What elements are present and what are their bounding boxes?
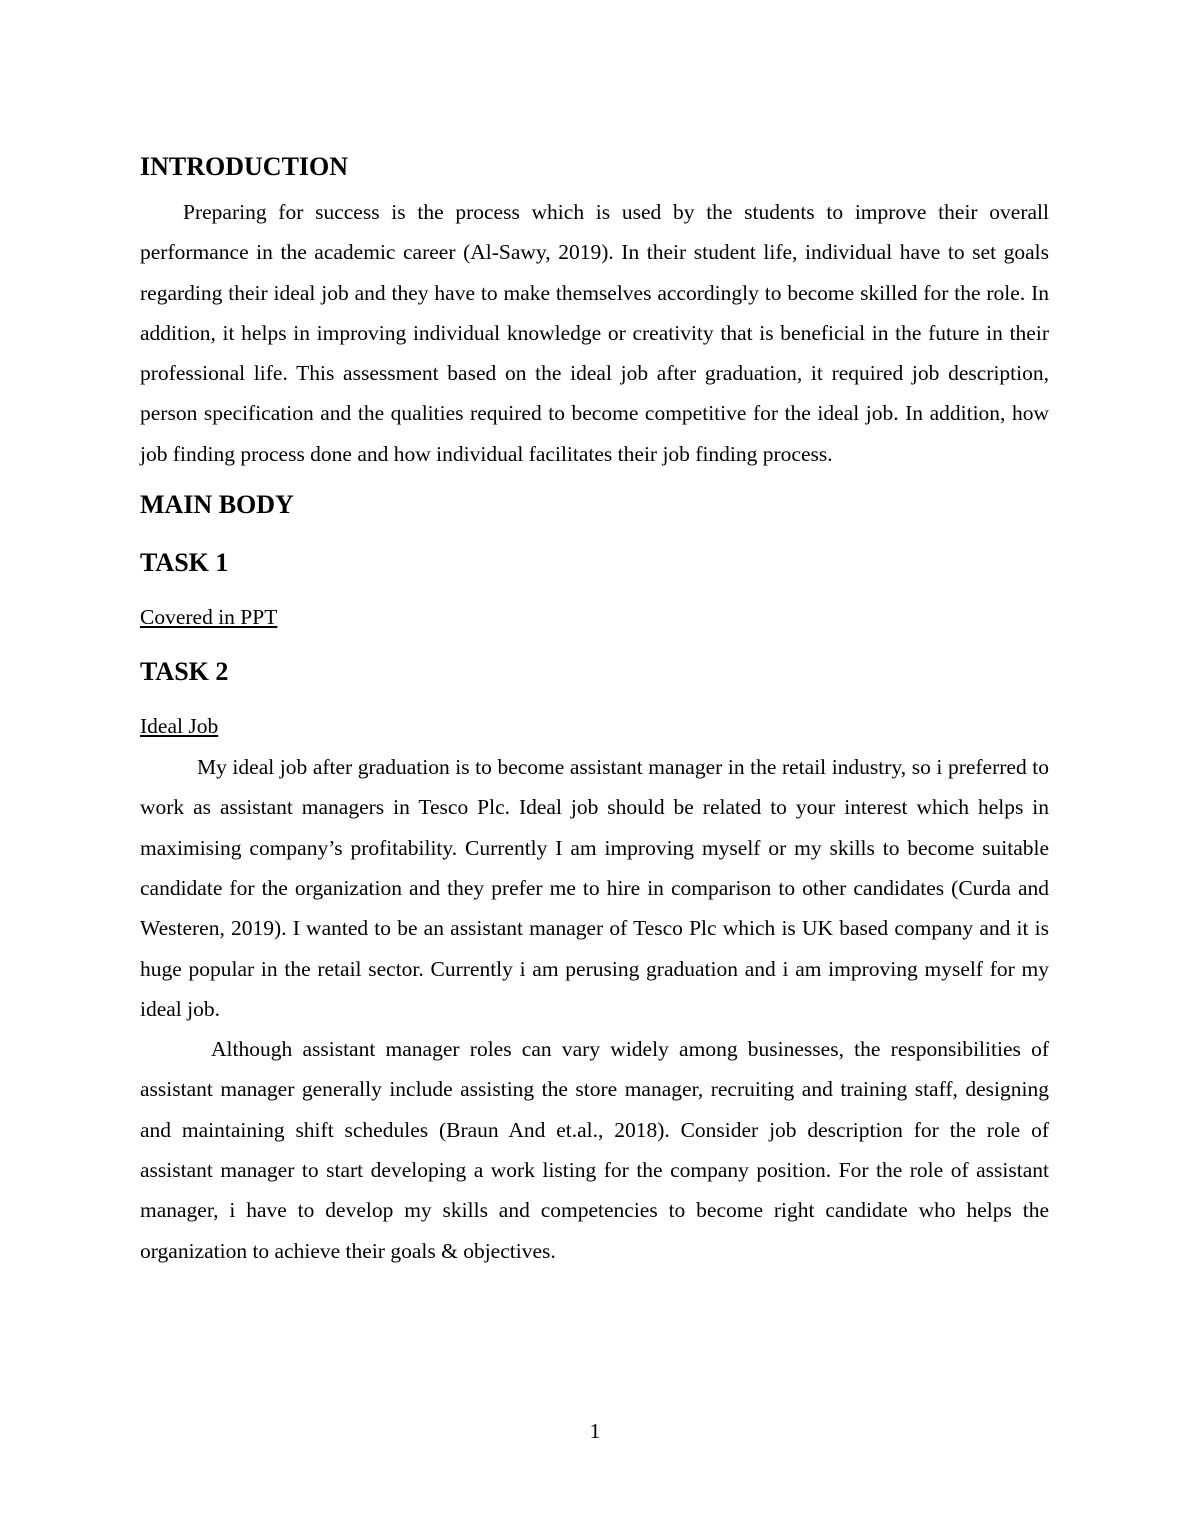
introduction-paragraph: Preparing for success is the process which is used by the students to improve their overall performance in the academic career (Al-Sawy, 2019). In their student life, individual have to set goals regarding their ideal job and they have to make themselves accordingly to become skilled for the role. In addition, it helps in improving individual knowledge or creativity that is beneficial in the future in their professional life. This assessment based on the ideal job after graduation, it required job description, person specification and the qualities required to become competitive for the ideal job. In addition, how job finding process done and how individual facilitates their job finding process. [140,200,1049,466]
introduction-heading: INTRODUCTION [140,152,349,181]
page-content [140,148,1049,1271]
main-body-heading: MAIN BODY [140,490,294,520]
ideal-job-paragraph-2: Although assistant manager roles can vary widely among businesses, the responsibilities of assistant manager generally include assisting the store manager, recruiting and training staff, designing and maintaining shift schedules (Braun And et.al., 2018). Consider job description for the role of assistant manager to start developing a work listing for the company position. For the role of assistant manager, i have to develop my skills and competencies to become right candidate who helps the organization to achieve their goals & objectives. [140,1037,1049,1263]
task2-heading: TASK 2 [140,657,229,687]
task1-subheading: Covered in PPT [140,605,278,630]
task2-subheading: Ideal Job [140,714,219,739]
task1-heading: TASK 1 [140,548,229,578]
page-number: 1 [589,1419,601,1443]
ideal-job-paragraph-1: My ideal job after graduation is to become assistant manager in the retail industry, so i preferred to work as assistant managers in Tesco Plc. Ideal job should be related to your interest which helps in maximising company’s profitability. Currently I am improving myself or my skills to become suitable candidate for the organization and they prefer me to hire in comparison to other candidates (Curda and Westeren, 2019). I wanted to be an assistant manager of Tesco Plc which is UK based company and it is huge popular in the retail sector. Currently i am perusing graduation and i am improving myself for my ideal job. [140,755,1049,1021]
